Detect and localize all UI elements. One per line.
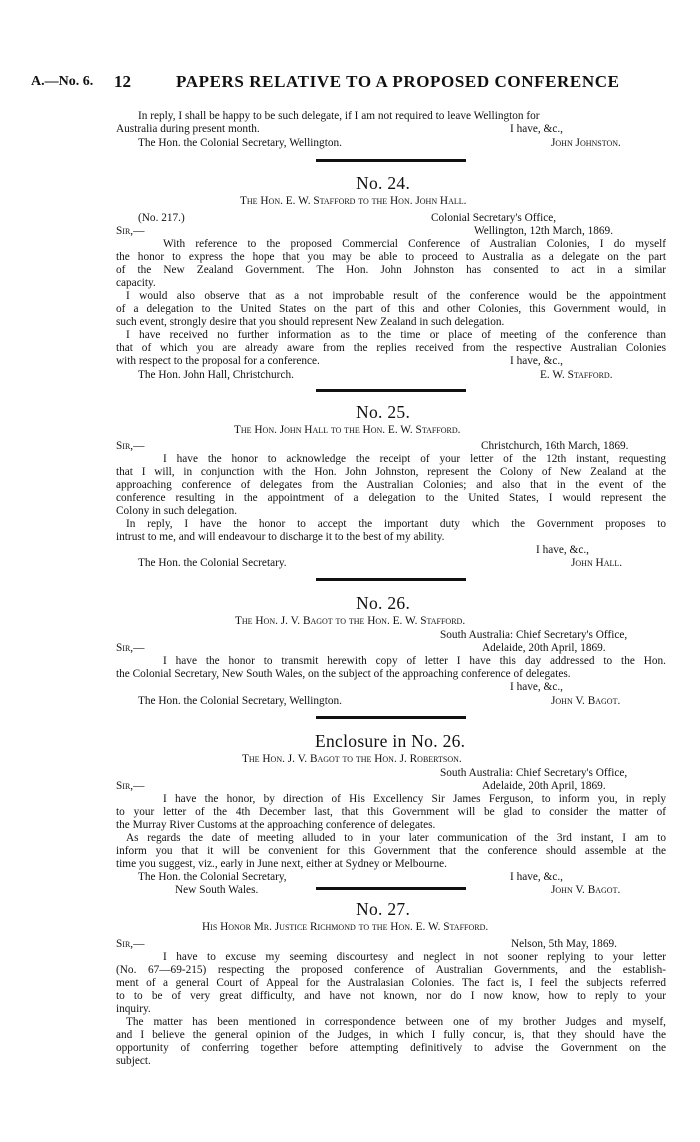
divider	[316, 716, 466, 719]
letter-salutation-26: Sir,—	[116, 642, 145, 654]
letter-subheading-26: The Hon. J. V. Bagot to the Hon. E. W. Stafford.	[235, 615, 466, 627]
letter-salutation-25: Sir,—	[116, 440, 145, 452]
letter-signature-25: John Hall.	[571, 557, 623, 569]
letter-heading-25: No. 25.	[356, 402, 411, 422]
body-line: subject.	[116, 1055, 151, 1067]
body-line: inquiry.	[116, 1003, 151, 1015]
body-line: to your letter of the 4th December last, that this Government will be glad to consider the matter of	[116, 806, 666, 818]
divider	[316, 578, 466, 581]
body-line: I have to excuse my seeming discourtesy and neglect in not sooner replying to your letter	[163, 951, 666, 963]
enclosure-subheading: The Hon. J. V. Bagot to the Hon. J. Robertson.	[242, 753, 462, 765]
body-line: I have received no further information as to the time or place of meeting of the conference than	[126, 329, 666, 341]
body-line: that of which you are already aware from the replies received from the respective Australian Colonies	[116, 342, 666, 354]
letter-signature-26: John V. Bagot.	[551, 695, 621, 707]
letter-close-25: I have, &c.,	[536, 544, 590, 556]
letter-heading-26: No. 26.	[356, 593, 411, 613]
divider	[316, 159, 466, 162]
body-line: In reply, I have the honor to accept the important duty which the Government proposes to	[126, 518, 666, 530]
body-line: I have the honor, by direction of His Excellency Sir James Ferguson, to inform you, in reply	[163, 793, 666, 805]
body-line: approaching conference of delegates from the Australian Colonies; and also that in the event of the	[116, 479, 666, 491]
body-line: inform you that it will be convenient for this Government that the conference should assemble at the	[116, 845, 666, 857]
body-line: such event, strongly desire that you should represent New Zealand in such delegation.	[116, 316, 505, 328]
letter-ref-24: (No. 217.)	[138, 212, 185, 224]
body-line: and I believe the general opinion of the Judges, in which I fully concur, is, that they should have the	[116, 1029, 666, 1041]
divider	[316, 887, 466, 890]
letter-heading-24: No. 24.	[356, 173, 411, 193]
body-line: capacity.	[116, 277, 156, 289]
letter-subheading-24: The Hon. E. W. Stafford to the Hon. John Hall.	[240, 195, 467, 207]
body-line: the honor to express the hope that you may be able to proceed to Australia as a delegate on the part	[116, 251, 666, 263]
letter-subheading-25: The Hon. John Hall to the Hon. E. W. Stafford.	[234, 424, 461, 436]
letter-signature-24: E. W. Stafford.	[540, 369, 613, 381]
intro-signature: John Johnston.	[551, 137, 621, 149]
intro-close: I have, &c.,	[510, 123, 564, 135]
body-line: Colony in such delegation.	[116, 505, 238, 517]
letter-address-24: The Hon. John Hall, Christchurch.	[138, 369, 294, 381]
body-line: opportunity of conferring together before attempting definitively to advise the Government on the	[116, 1042, 666, 1054]
letter-date-27: Nelson, 5th May, 1869.	[511, 938, 617, 950]
body-line: that I will, in conjunction with the Hon. John Johnston, represent the Colony of New Zealand at the	[116, 466, 666, 478]
body-line: conference resulting in the appointment of a delegation to the United States, I would represent the	[116, 492, 666, 504]
enclosure-close: I have, &c.,	[510, 871, 564, 883]
body-line: with respect to the proposal for a conference.	[116, 355, 320, 367]
enclosure-signature: John V. Bagot.	[551, 884, 621, 896]
letter-close-26: I have, &c.,	[510, 681, 564, 693]
letter-close-24: I have, &c.,	[510, 355, 564, 367]
body-line: I have the honor to transmit herewith copy of letter I have this day addressed to the Hon.	[163, 655, 666, 667]
page-number: 12	[114, 72, 131, 91]
body-line: I have the honor to acknowledge the receipt of your letter of the 12th instant, requesting	[163, 453, 666, 465]
enclosure-address-2: New South Wales.	[175, 884, 259, 896]
enclosure-date: Adelaide, 20th April, 1869.	[482, 780, 606, 792]
enclosure-office: South Australia: Chief Secretary's Office,	[440, 767, 628, 779]
enclosure-salutation: Sir,—	[116, 780, 145, 792]
letter-date-24: Wellington, 12th March, 1869.	[474, 225, 614, 237]
body-line: intrust to me, and will endeavour to discharge it to the best of my ability.	[116, 531, 445, 543]
letter-date-25: Christchurch, 16th March, 1869.	[481, 440, 629, 452]
letter-office-24: Colonial Secretary's Office,	[431, 212, 557, 224]
letter-date-26: Adelaide, 20th April, 1869.	[482, 642, 606, 654]
body-line: ment of a general Court of Appeal for the Australasian Colonies. The fact is, I feel the subjects referred	[116, 977, 666, 989]
body-line: of a delegation to the United States on the part of this and other Colonies, this Government would, in	[116, 303, 666, 315]
body-line: time you suggest, viz., early in June next, either at Sydney or Melbourne.	[116, 858, 447, 870]
divider	[316, 389, 466, 392]
body-line: the Colonial Secretary, New South Wales, on the subject of the approaching conference of delegates.	[116, 668, 571, 680]
letter-salutation-24: Sir,—	[116, 225, 145, 237]
letter-address-25: The Hon. the Colonial Secretary.	[138, 557, 287, 569]
letter-heading-27: No. 27.	[356, 899, 411, 919]
body-line: As regards the date of meeting alluded to in your later communication of the 3rd instant, I am to	[126, 832, 666, 844]
letter-subheading-27: His Honor Mr. Justice Richmond to the Hon. E. W. Stafford.	[202, 921, 489, 933]
intro-line-1: In reply, I shall be happy to be such delegate, if I am not required to leave Wellington for	[138, 110, 540, 122]
series-number: A.—No. 6.	[31, 74, 94, 89]
letter-office-26: South Australia: Chief Secretary's Office,	[440, 629, 628, 641]
body-line: to to be of very great difficulty, and have not known, nor do I now know, how to reply to your	[116, 990, 666, 1002]
intro-address: The Hon. the Colonial Secretary, Wellington.	[138, 137, 342, 149]
body-line: The matter has been mentioned in correspondence between one of my brother Judges and myself,	[126, 1016, 666, 1028]
body-line: (No. 67—69-215) respecting the proposed conference of Australian Governments, and the establish-	[116, 964, 666, 976]
body-line: With reference to the proposed Commercial Conference of Australian Colonies, I do myself	[163, 238, 666, 250]
enclosure-address: The Hon. the Colonial Secretary,	[138, 871, 287, 883]
page-title: PAPERS RELATIVE TO A PROPOSED CONFERENCE	[176, 72, 620, 91]
letter-salutation-27: Sir,—	[116, 938, 145, 950]
intro-line-2: Australia during present month.	[116, 123, 260, 135]
letter-address-26: The Hon. the Colonial Secretary, Wellington.	[138, 695, 342, 707]
enclosure-heading: Enclosure in No. 26.	[315, 731, 466, 751]
body-line: I would also observe that as a not improbable result of the conference would be the appointment	[126, 290, 666, 302]
body-line: the Murray River Customs at the approaching conference of delegates.	[116, 819, 436, 831]
body-line: of the New Zealand Government. The Hon. John Johnston has consented to act in a similar	[116, 264, 666, 276]
